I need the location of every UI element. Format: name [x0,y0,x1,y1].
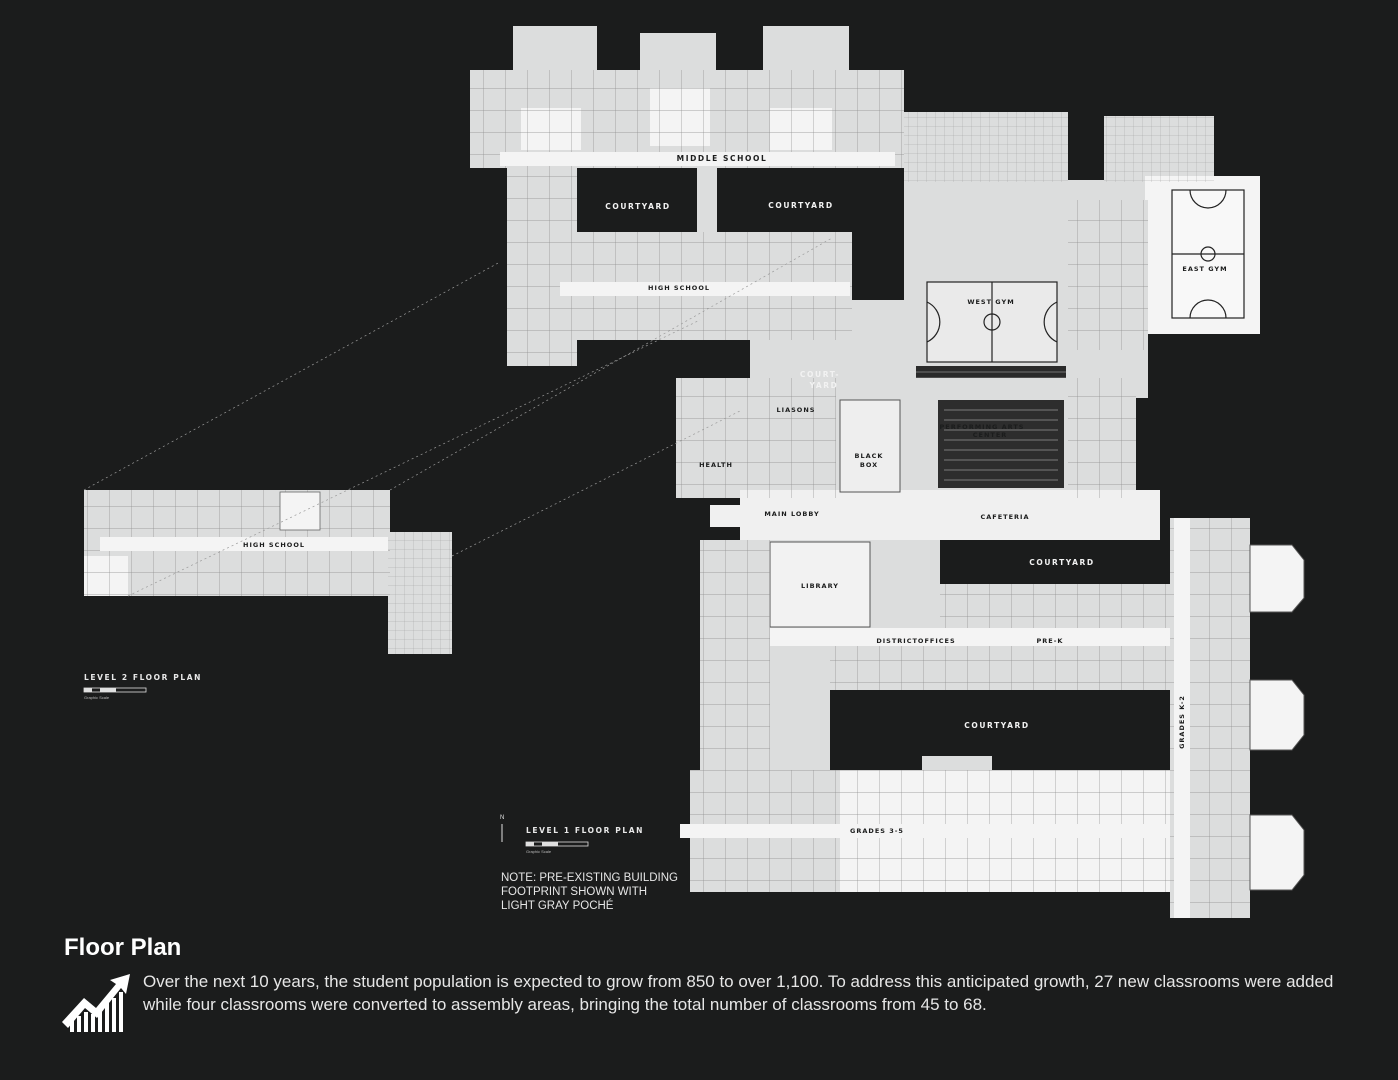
level-2-plan [84,490,452,654]
label-courtyard-s: COURTYARD [964,721,1030,730]
label-liasons: LIASONS [776,406,816,414]
label-pre-k: PRE-K [1036,637,1064,645]
label-courtyard-nw: COURTYARD [605,202,671,211]
label-middle-school: MIDDLE SCHOOL [676,154,768,163]
graphic-scale-level1 [526,842,588,846]
level-2-scale-caption: Graphic Scale [84,695,110,700]
note-line-2: FOOTPRINT SHOWN WITH [501,886,648,898]
label-west-gym: WEST GYM [967,298,1015,306]
level-1-scale-caption: Graphic Scale [526,849,552,854]
label-health: HEALTH [699,461,733,469]
label-black-box-1: BLACK [854,452,884,460]
west-gym-court [927,282,1057,362]
label-main-lobby: MAIN LOBBY [764,510,820,518]
label-cafeteria: CAFETERIA [980,513,1030,521]
label-courtyard-n: COURTYARD [768,201,834,210]
graphic-scale-level2 [84,688,146,692]
label-courtyard-small-1: COURT- [799,370,841,379]
label-courtyard-small-2: YARD [809,381,839,390]
description-text: Over the next 10 years, the student population is expected to grow from 850 to over 1,100. To address this anticipated growth, 27 new classrooms were added while four classrooms were converted to assembly areas, bringing the total number of classrooms from 45 to 68. [143,972,1334,1014]
label-grades-k2: GRADES K-2 [1178,695,1186,749]
label-library: LIBRARY [801,582,839,590]
level-2-title: LEVEL 2 FLOOR PLAN [84,673,202,682]
level-1-title: LEVEL 1 FLOOR PLAN [526,826,644,835]
pre-existing-note [501,871,701,913]
north-arrow-icon: N [500,815,505,821]
label-courtyard-e: COURTYARD [1029,558,1095,567]
label-performing-arts-1: PERFORMING ARTS [939,423,1025,431]
page-title: Floor Plan [64,934,182,961]
label-district-offices: DISTRICTOFFICES [876,637,956,645]
k2-pods [1250,545,1304,890]
label-black-box-2: BOX [859,461,879,469]
growth-chart-icon [60,972,132,1034]
label-high-school-l2: HIGH SCHOOL [243,541,305,549]
label-performing-arts-2: CENTER [972,431,1008,439]
note-line-1: NOTE: PRE-EXISTING BUILDING [501,872,678,884]
label-high-school-l1: HIGH SCHOOL [648,284,710,292]
label-east-gym: EAST GYM [1182,265,1228,273]
label-grades-3-5: GRADES 3-5 [850,827,904,835]
note-line-3: LIGHT GRAY POCHÉ [501,900,614,912]
east-gym-court [1172,190,1244,318]
